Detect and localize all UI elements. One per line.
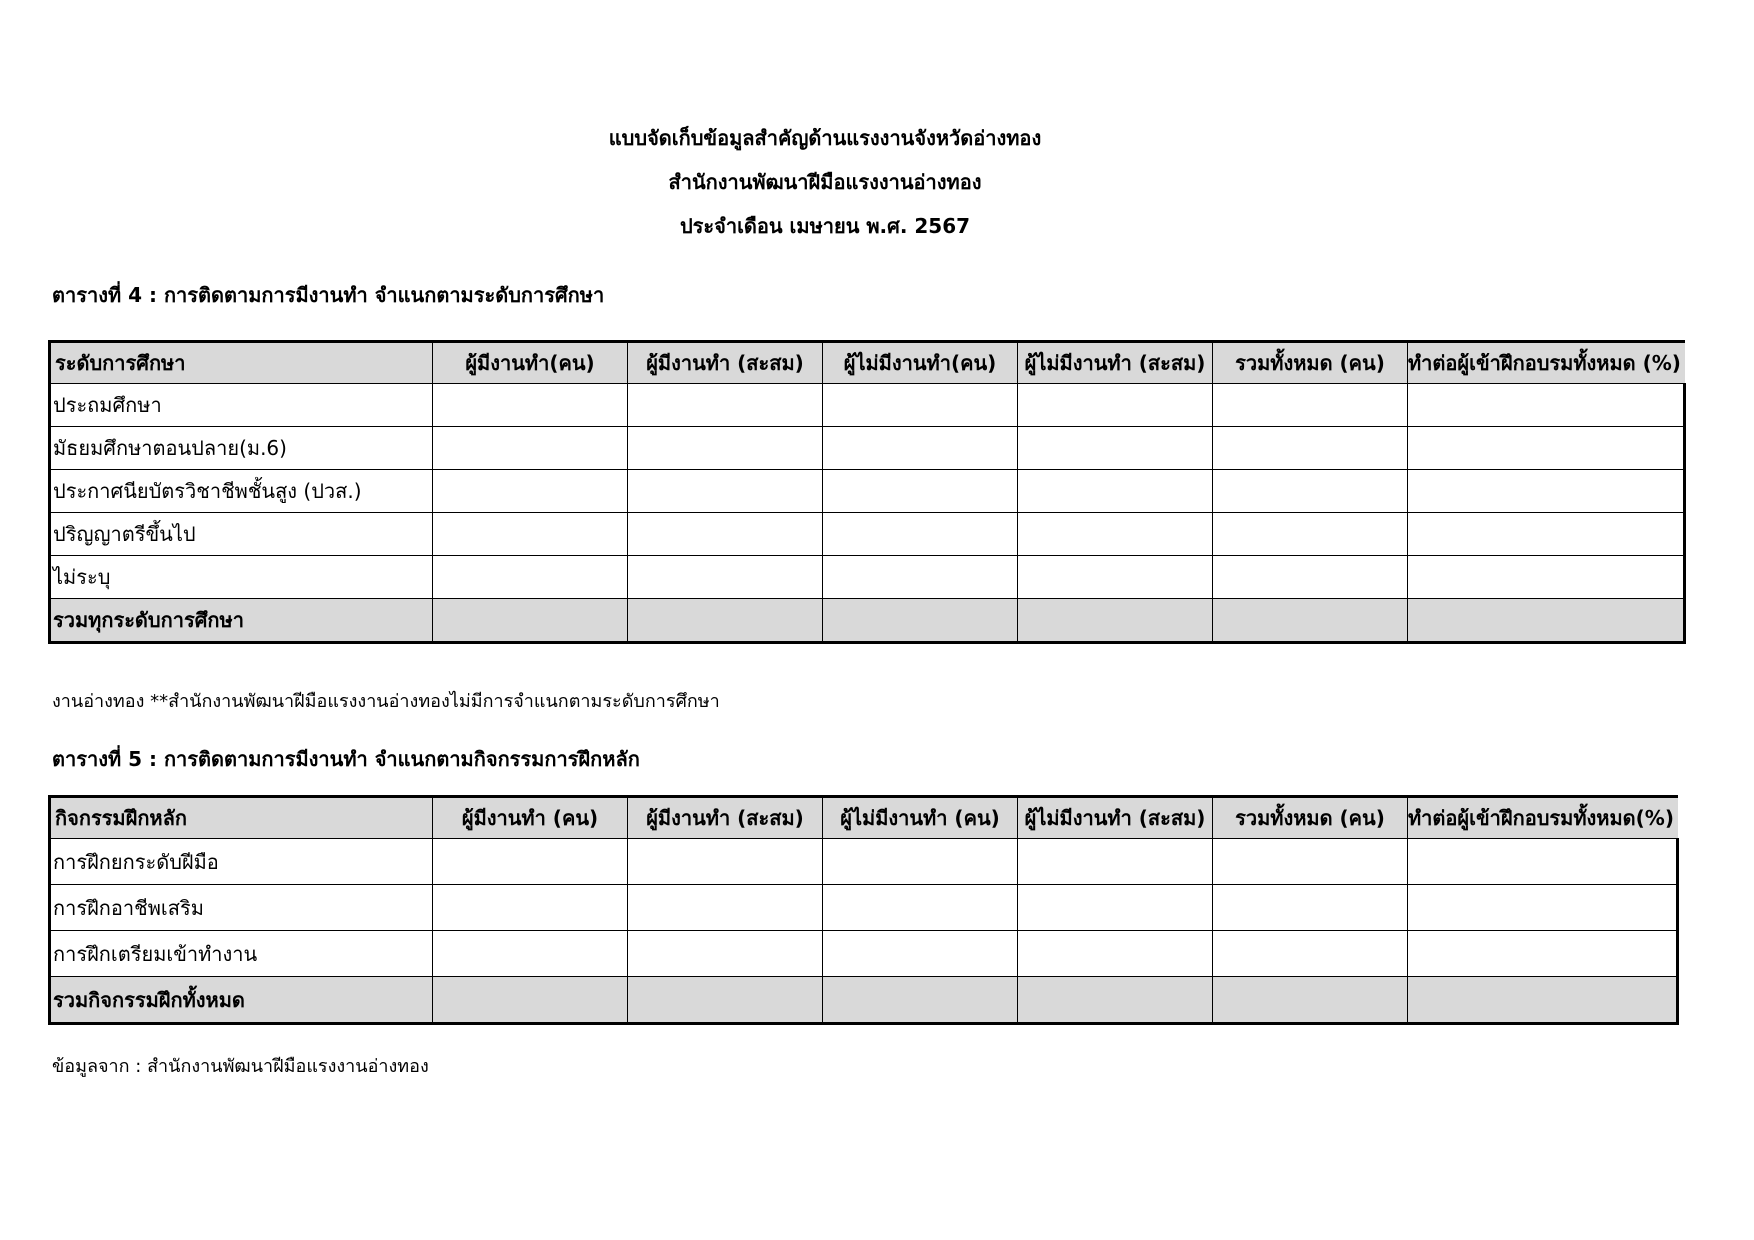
table-cell [823, 839, 1018, 885]
table4-caption: ตารางที่ 4 : การติดตามการมีงานทำ จำแนกตามระดับการศึกษา [52, 283, 605, 307]
table-cell [823, 427, 1018, 470]
row-label: มัธยมศึกษาตอนปลาย(ม.6) [50, 427, 433, 470]
table4-col-education-level: ระดับการศึกษา [50, 342, 433, 384]
table-cell [628, 513, 823, 556]
table-cell [823, 931, 1018, 977]
table-cell [1408, 931, 1678, 977]
table-cell [823, 599, 1018, 643]
table5-total-row [50, 977, 1678, 1024]
table-cell [1213, 384, 1408, 427]
row-label: ปริญญาตรีขึ้นไป [50, 513, 433, 556]
table-cell [433, 427, 628, 470]
table4-col-employed: ผู้มีงานทำ(คน) [433, 342, 628, 384]
table5-col-unemployed-cumulative: ผู้ไม่มีงานทำ (สะสม) [1018, 797, 1213, 839]
table-row [50, 556, 1685, 599]
table-cell [1213, 977, 1408, 1024]
table-cell [823, 556, 1018, 599]
table-cell [433, 384, 628, 427]
row-label: การฝึกยกระดับฝีมือ [50, 839, 433, 885]
table4-education [48, 340, 1686, 644]
table-row [50, 384, 1685, 427]
table4-col-percent: ทำต่อผู้เข้าฝึกอบรมทั้งหมด (%) [1408, 342, 1685, 384]
table-row [50, 427, 1685, 470]
table-cell [1213, 839, 1408, 885]
row-label: ประถมศึกษา [50, 384, 433, 427]
total-label: รวมทุกระดับการศึกษา [50, 599, 433, 643]
table-cell [1408, 839, 1678, 885]
table-cell [628, 885, 823, 931]
table-cell [823, 384, 1018, 427]
table5-col-activity: กิจกรรมฝึกหลัก [50, 797, 433, 839]
table4-note: งานอ่างทอง **สำนักงานพัฒนาฝีมือแรงงานอ่างทองไม่มีการจำแนกตามระดับการศึกษา [52, 691, 720, 712]
table-cell [433, 885, 628, 931]
table5-col-percent: ทำต่อผู้เข้าฝึกอบรมทั้งหมด(%) [1408, 797, 1678, 839]
data-source: ข้อมูลจาก : สำนักงานพัฒนาฝีมือแรงงานอ่างทอง [52, 1056, 429, 1077]
table-cell [1408, 556, 1685, 599]
table5-header-row [50, 797, 1678, 839]
table-cell [433, 556, 628, 599]
table-cell [1408, 384, 1685, 427]
table5-col-unemployed: ผู้ไม่มีงานทำ (คน) [823, 797, 1018, 839]
row-label: ไม่ระบุ [50, 556, 433, 599]
report-period: ประจำเดือน เมษายน พ.ศ. 2567 [679, 214, 971, 238]
table-cell [433, 470, 628, 513]
table4-col-unemployed-cumulative: ผู้ไม่มีงานทำ (สะสม) [1018, 342, 1213, 384]
table4-col-total: รวมทั้งหมด (คน) [1213, 342, 1408, 384]
table-cell [1018, 427, 1213, 470]
table5-caption: ตารางที่ 5 : การติดตามการมีงานทำ จำแนกตามกิจกรรมการฝึกหลัก [52, 747, 640, 771]
table-cell [433, 839, 628, 885]
table-cell [1408, 427, 1685, 470]
table-cell [1408, 470, 1685, 513]
table-cell [1213, 885, 1408, 931]
table-cell [628, 599, 823, 643]
table4-col-employed-cumulative: ผู้มีงานทำ (สะสม) [628, 342, 823, 384]
table-cell [1018, 977, 1213, 1024]
table-cell [1018, 556, 1213, 599]
table-cell [628, 427, 823, 470]
table-cell [628, 977, 823, 1024]
table-cell [1018, 839, 1213, 885]
table4-total-row [50, 599, 1685, 643]
table-row [50, 839, 1678, 885]
table-cell [1408, 885, 1678, 931]
table-cell [1408, 599, 1685, 643]
table-cell [628, 470, 823, 513]
table-cell [823, 977, 1018, 1024]
table-row [50, 513, 1685, 556]
table-cell [1408, 513, 1685, 556]
table-cell [823, 470, 1018, 513]
table-cell [1018, 513, 1213, 556]
row-label: การฝึกเตรียมเข้าทำงาน [50, 931, 433, 977]
total-label: รวมกิจกรรมฝึกทั้งหมด [50, 977, 433, 1024]
row-label: การฝึกอาชีพเสริม [50, 885, 433, 931]
table4-col-unemployed: ผู้ไม่มีงานทำ(คน) [823, 342, 1018, 384]
table-cell [1018, 599, 1213, 643]
table-cell [433, 931, 628, 977]
table-cell [1213, 470, 1408, 513]
table-cell [1018, 931, 1213, 977]
table-cell [1408, 977, 1678, 1024]
table-cell [1018, 470, 1213, 513]
table-cell [628, 839, 823, 885]
table-cell [433, 977, 628, 1024]
table4-header-row [50, 342, 1685, 384]
report-title: แบบจัดเก็บข้อมูลสำคัญด้านแรงงานจังหวัดอ่างทอง [608, 126, 1042, 150]
organization-name: สำนักงานพัฒนาฝีมือแรงงานอ่างทอง [668, 170, 982, 194]
table-row [50, 470, 1685, 513]
table-cell [823, 513, 1018, 556]
table-cell [1213, 427, 1408, 470]
table-cell [628, 931, 823, 977]
table-cell [628, 556, 823, 599]
table-cell [628, 384, 823, 427]
table-cell [1213, 556, 1408, 599]
table5-col-employed: ผู้มีงานทำ (คน) [433, 797, 628, 839]
table-cell [433, 513, 628, 556]
row-label: ประกาศนียบัตรวิชาชีพชั้นสูง (ปวส.) [50, 470, 433, 513]
table-cell [1213, 931, 1408, 977]
table-cell [1213, 513, 1408, 556]
table-cell [1018, 384, 1213, 427]
table-row [50, 885, 1678, 931]
table5-col-employed-cumulative: ผู้มีงานทำ (สะสม) [628, 797, 823, 839]
table-row [50, 931, 1678, 977]
table-cell [823, 885, 1018, 931]
table5-training-activity [48, 795, 1679, 1025]
table5-col-total: รวมทั้งหมด (คน) [1213, 797, 1408, 839]
table-cell [433, 599, 628, 643]
table-cell [1213, 599, 1408, 643]
table-cell [1018, 885, 1213, 931]
